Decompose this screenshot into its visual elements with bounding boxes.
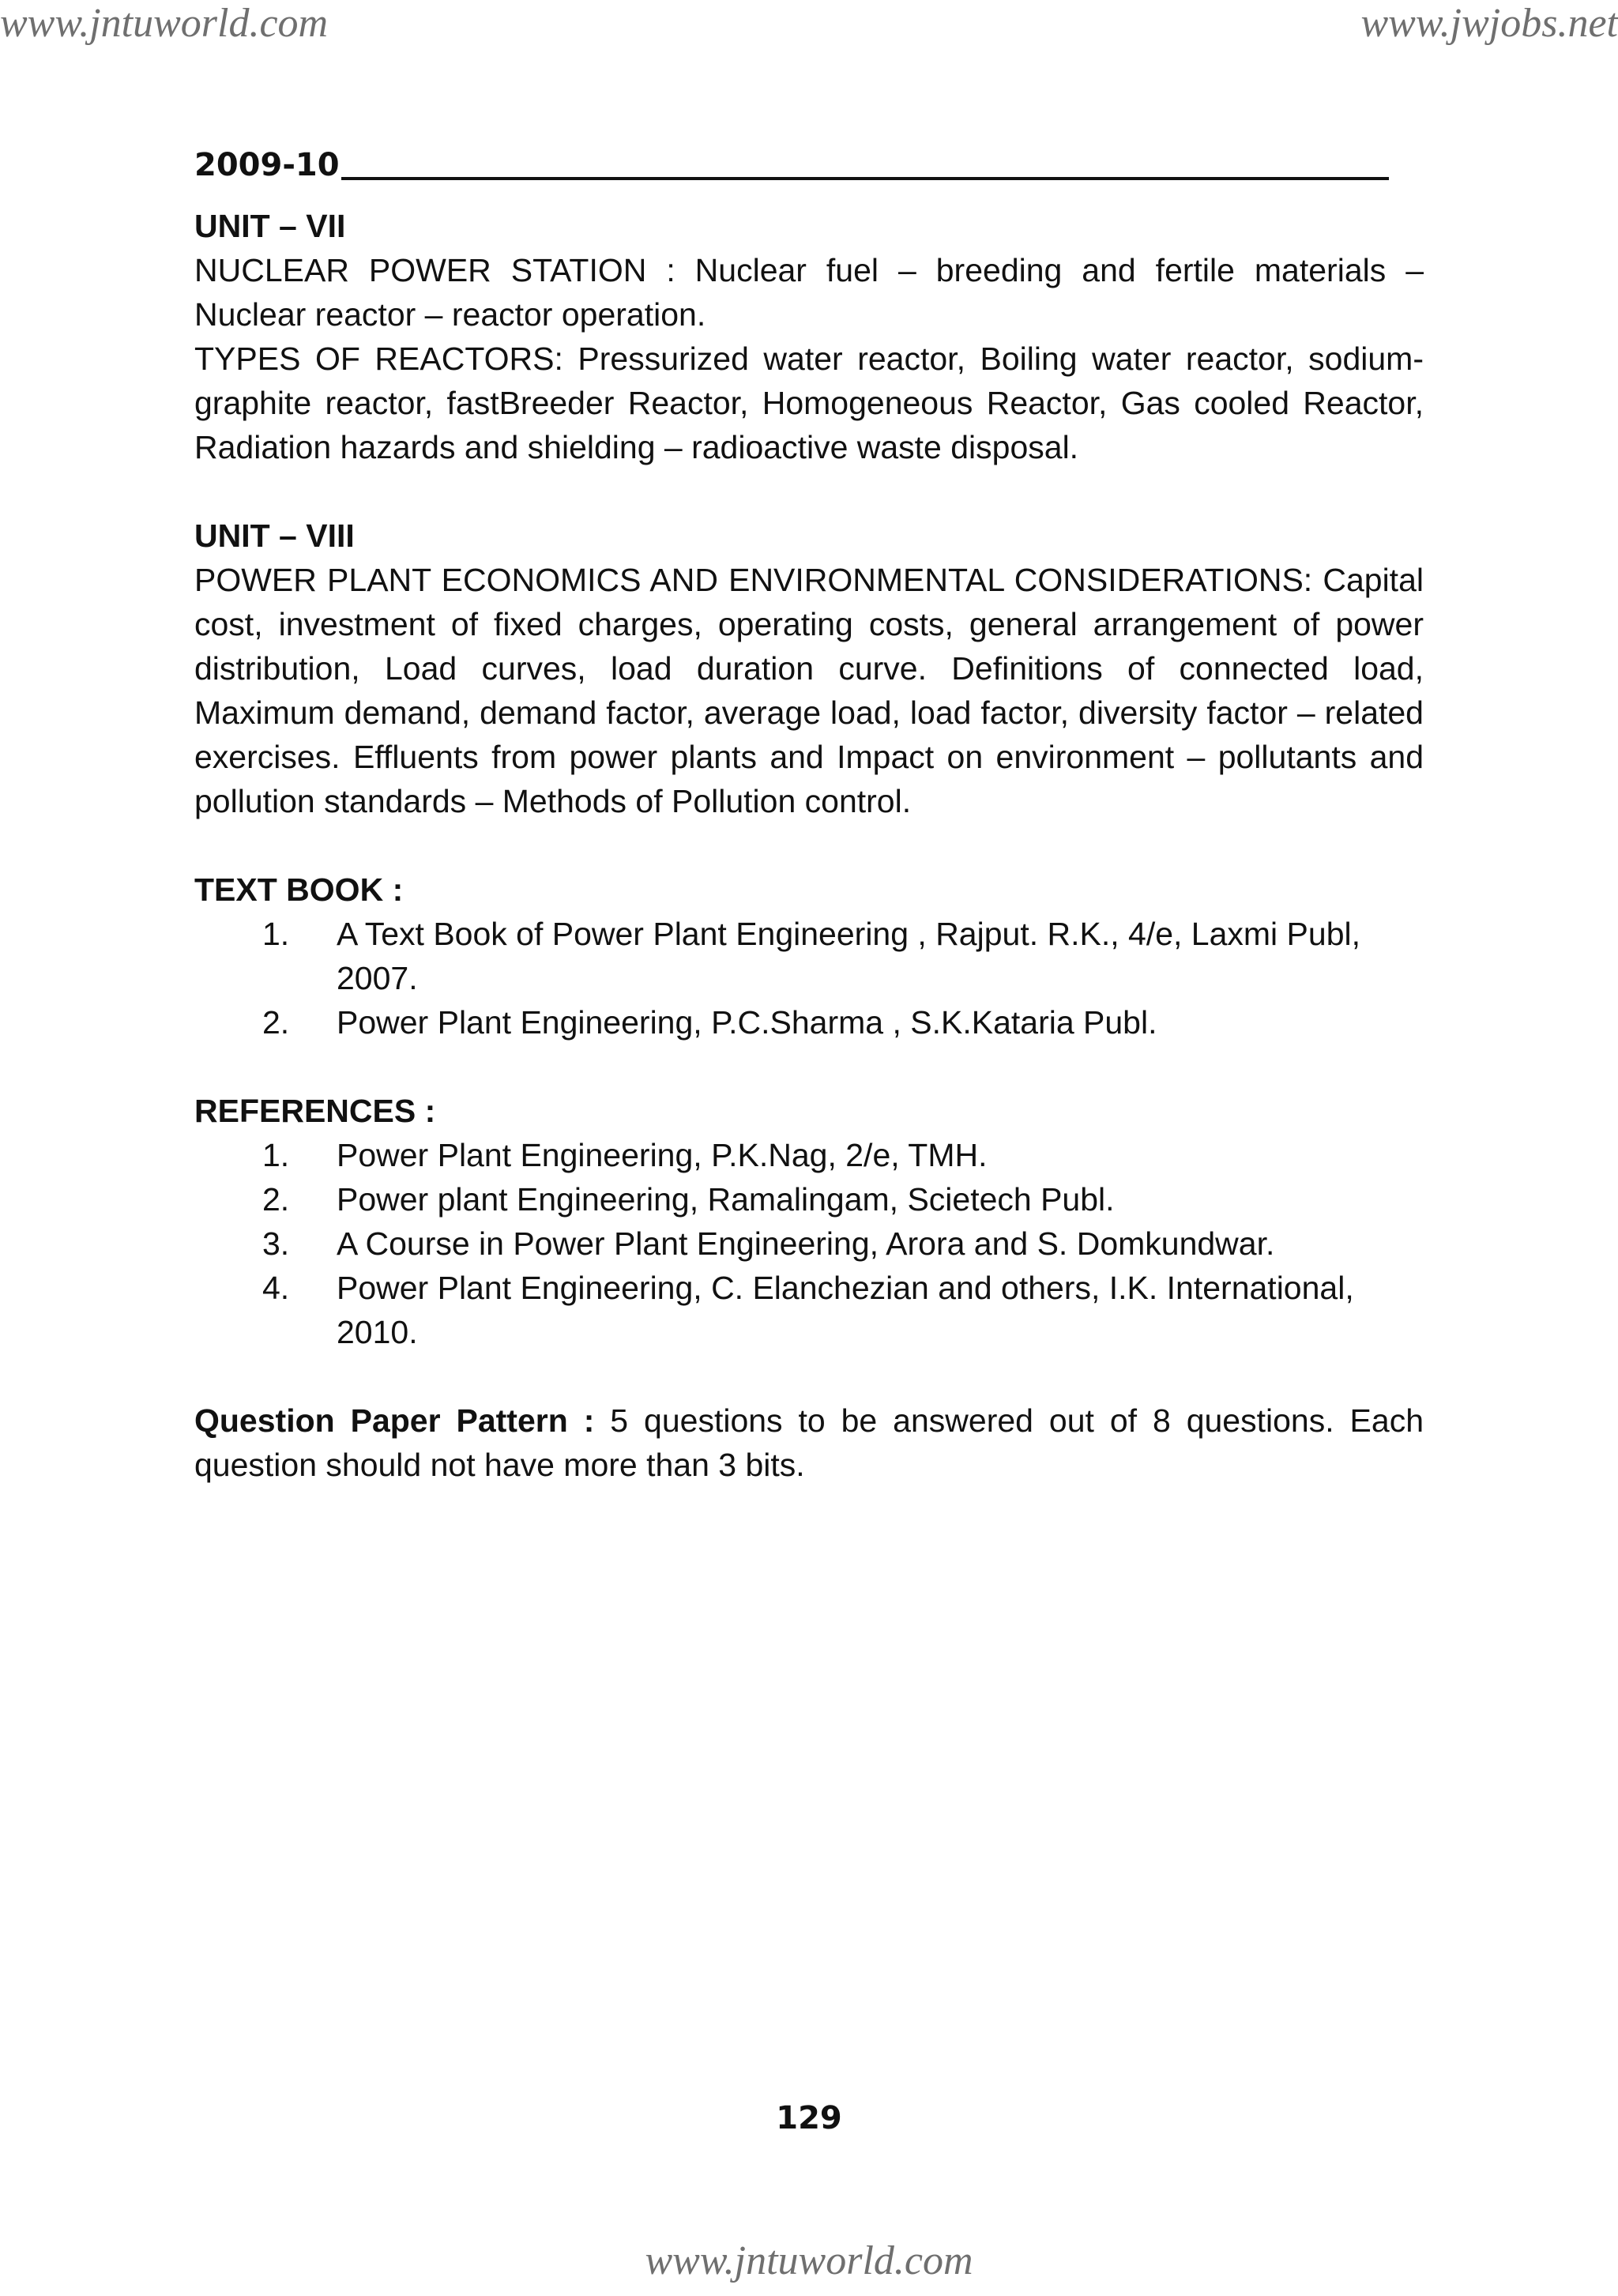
list-item bbox=[194, 1221, 1424, 1266]
watermark-top-left: www.jntuworld.com bbox=[0, 1, 329, 46]
textbook-list bbox=[194, 912, 1424, 1044]
list-text: Power plant Engineering, Ramalingam, Scietech Publ. bbox=[337, 1181, 1115, 1218]
watermark-top-right: www.jwjobs.net bbox=[1360, 1, 1618, 46]
unit-7-paragraph-2: TYPES OF REACTORS: Pressurized water reactor, Boiling water reactor, sodium-graphite reactor, fastBreeder Reactor, Homogeneous Reactor, Gas cooled Reactor, Radiation hazards and shielding – radioactive waste disposal. bbox=[194, 341, 1424, 465]
list-number: 2. bbox=[262, 1181, 290, 1218]
page-number: 129 bbox=[776, 2100, 842, 2136]
textbook-title: TEXT BOOK : bbox=[194, 871, 404, 908]
references-list bbox=[194, 1133, 1424, 1354]
list-number: 3. bbox=[262, 1225, 290, 1262]
list-text: A Text Book of Power Plant Engineering , Rajput. R.K., 4/e, Laxmi Publ, 2007. bbox=[337, 916, 1361, 996]
header-row bbox=[194, 134, 1424, 185]
unit-7-title: UNIT – VII bbox=[194, 208, 346, 244]
list-text: Power Plant Engineering, P.C.Sharma , S.K.Kataria Publ. bbox=[337, 1004, 1157, 1041]
list-number: 4. bbox=[262, 1270, 290, 1306]
list-item bbox=[194, 1000, 1424, 1044]
header-rule bbox=[341, 177, 1389, 180]
unit-8-title: UNIT – VIII bbox=[194, 518, 355, 554]
watermark-bottom: www.jntuworld.com bbox=[645, 2238, 973, 2283]
list-text: A Course in Power Plant Engineering, Arora and S. Domkundwar. bbox=[337, 1225, 1275, 1262]
list-text: Power Plant Engineering, C. Elanchezian and others, I.K. International, 2010. bbox=[337, 1270, 1354, 1350]
unit-7-paragraph-1: NUCLEAR POWER STATION : Nuclear fuel – breeding and fertile materials – Nuclear reactor – reactor operation. bbox=[194, 252, 1424, 333]
list-number: 2. bbox=[262, 1004, 290, 1041]
academic-year: 2009-10 bbox=[194, 147, 340, 183]
question-paper-label: Question Paper Pattern : bbox=[194, 1402, 595, 1439]
list-text: Power Plant Engineering, P.K.Nag, 2/e, TMH. bbox=[337, 1137, 988, 1173]
list-item bbox=[194, 1177, 1424, 1221]
references-title: REFERENCES : bbox=[194, 1093, 436, 1129]
list-number: 1. bbox=[262, 916, 290, 952]
question-paper-pattern bbox=[194, 1398, 1424, 1487]
page-content bbox=[194, 134, 1424, 1487]
list-item bbox=[194, 912, 1424, 1000]
list-item bbox=[194, 1266, 1424, 1354]
unit-8-paragraph: POWER PLANT ECONOMICS AND ENVIRONMENTAL CONSIDERATIONS: Capital cost, investment of fixed charges, operating costs, general arrangement of power distribution, Load curves, load duration curve. Definitions of connected load, Maximum demand, demand factor, average load, load factor, diversity factor – related exercises. Effluents from power plants and Impact on environment – pollutants and pollution standards – Methods of Pollution control. bbox=[194, 562, 1424, 819]
question-paper-text: 5 questions to be answered out of 8 questions. Each question should not have more than 3 bits. bbox=[194, 1402, 1424, 1483]
list-item bbox=[194, 1133, 1424, 1177]
list-number: 1. bbox=[262, 1137, 290, 1173]
